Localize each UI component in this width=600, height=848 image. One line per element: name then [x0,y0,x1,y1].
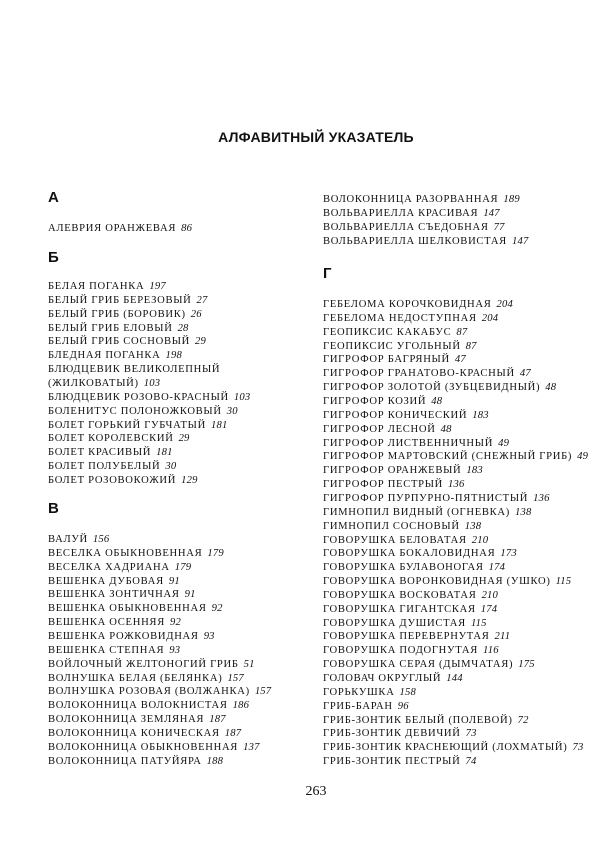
entry-name: ВОЛЬВАРИЕЛЛА СЪЕДОБНАЯ [323,221,489,233]
index-entry [48,308,202,321]
entry-name: БЕЛЫЙ ГРИБ ЕЛОВЫЙ [48,322,173,334]
entry-page: 73 [465,728,477,740]
entry-page: 181 [210,419,228,431]
entry-name: ГРИБ-ЗОНТИК БЕЛЫЙ (ПОЛЕВОЙ) [323,714,513,726]
entry-page: 179 [207,547,224,559]
index-entry [48,446,173,459]
index-entry [48,335,206,348]
index-entry [323,395,442,408]
index-entry [323,547,517,560]
index-entry [48,474,198,487]
entry-page: 30 [226,405,238,417]
entry-page: 157 [227,672,244,684]
index-entry [323,534,488,547]
index-entry [323,575,571,588]
entry-name: ВАЛУЙ [48,534,88,545]
entry-page: 48 [545,382,557,394]
entry-page: 138 [464,520,482,532]
entry-name: ГИГРОФОР ГРАНАТОВО-КРАСНЫЙ [323,368,515,380]
entry-name: ГИГРОФОР КОЗИЙ [323,395,427,407]
entry-page: 115 [470,617,487,629]
entry-name: ВОЙЛОЧНЫЙ ЖЕЛТОНОГИЙ ГРИБ [48,658,239,670]
index-entry [48,630,215,643]
entry-page: 26 [190,308,202,320]
entry-page: 174 [488,562,506,574]
index-entry [48,294,208,307]
entry-page: 29 [195,336,207,348]
entry-name: ГОВОРУШКА ГИГАНТСКАЯ [323,603,476,615]
index-entry [323,450,588,463]
entry-name: ВОЛОКОННИЦА ПАТУЙЯРА [48,755,202,767]
entry-name: ГОВОРУШКА БЕЛОВАТАЯ [323,534,467,546]
page-title: АЛФАВИТНЫЙ УКАЗАТЕЛЬ [218,129,414,145]
entry-name: ВОЛОКОННИЦА ОБЫКНОВЕННАЯ [48,741,239,753]
entry-name: ВОЛОКОННИЦА КОНИЧЕСКАЯ [48,727,220,739]
entry-page: 30 [165,461,177,472]
index-entry [48,419,227,432]
entry-name: ВОЛНУШКА БЕЛАЯ (БЕЛЯНКА) [48,672,223,684]
entry-page: 157 [254,686,272,698]
entry-page: 175 [518,659,535,671]
entry-name: БОЛЕТ КОРОЛЕВСКИЙ [48,433,174,445]
entry-name: ГИГРОФОР БАГРЯНЫЙ [323,354,450,366]
entry-name: ВОЛОКОННИЦА ЗЕМЛЯНАЯ [48,714,205,725]
entry-page: 72 [517,714,529,726]
index-entry [323,409,489,422]
index-entry [48,616,181,629]
index-entry [48,547,224,560]
entry-page: 48 [431,395,443,407]
entry-page: 158 [399,686,417,698]
index-entry [323,312,498,325]
index-entry [323,506,532,519]
entry-page: 87 [456,326,468,338]
index-entry [48,280,166,293]
index-entry [48,533,109,546]
index-entry [323,193,520,206]
entry-page: 179 [174,561,192,573]
entry-name: ГЕОПИКСИС КАКАБУС [323,326,452,338]
entry-page: 28 [177,322,189,334]
index-entry [48,699,249,712]
index-entry [48,363,220,376]
entry-page: 29 [178,433,190,445]
entry-page: 136 [533,492,550,504]
entry-name: ГИМНОПИЛ ВИДНЫЙ (ОГНЕВКА) [323,506,510,518]
entry-page: 49 [498,437,510,449]
index-entry [323,603,497,616]
index-entry [323,492,550,505]
entry-name: ВЕСЕЛКА ХАДРИАНА [48,561,170,573]
section-letter: Б [48,249,59,266]
entry-page: 51 [243,658,255,670]
entry-page: 87 [465,340,477,352]
entry-page: 187 [209,714,226,725]
entry-page: 144 [446,673,463,684]
entry-name: ГЕБЕЛОМА НЕДОСТУПНАЯ [323,312,477,324]
entry-page: 197 [149,281,166,292]
entry-name: ВОЛОКОННИЦА ВОЛОКНИСТАЯ [48,700,228,712]
entry-name: ГИГРОФОР ПУРПУРНО-ПЯТНИСТЫЙ [323,492,529,504]
index-entry [323,741,583,754]
entry-name: ГИГРОФОР МАРТОВСКИЙ (СНЕЖНЫЙ ГРИБ) [323,451,573,463]
entry-name: ГИГРОФОР ЛЕСНОЙ [323,423,436,435]
index-entry [323,340,477,353]
entry-page: 147 [483,207,500,219]
index-entry [323,326,467,339]
entry-page: 210 [471,534,489,546]
entry-name: ВЕШЕНКА РОЖКОВИДНАЯ [48,631,199,642]
index-entry [48,460,176,473]
index-entry [48,391,250,404]
index-entry [48,658,255,671]
entry-name: ГИГРОФОР ЛИСТВЕННИЧНЫЙ [323,437,494,449]
index-entry [48,741,260,754]
entry-page: 91 [168,575,180,587]
entry-name: ВОЛОКОННИЦА РАЗОРВАННАЯ [323,194,499,205]
index-entry [323,221,505,234]
index-entry [48,222,192,235]
index-entry [323,589,498,602]
index-entry [48,322,189,335]
index-entry [48,432,190,445]
entry-name: ГРИБ-ЗОНТИК ДЕВИЧИЙ [323,728,461,740]
entry-name: ГОВОРУШКА ВОРОНКОВИДНАЯ (УШКО) [323,576,551,587]
entry-page: 115 [555,576,572,587]
entry-page: 187 [224,727,242,739]
index-entry [48,575,180,588]
entry-page: 103 [233,391,251,403]
entry-page: 77 [493,221,505,233]
entry-page: 96 [397,700,409,712]
entry-name: ГРИБ-ЗОНТИК ПЕСТРЫЙ [323,756,461,767]
entry-page: 211 [494,631,511,643]
entry-name: БЕЛЫЙ ГРИБ БЕРЕЗОВЫЙ [48,294,192,306]
entry-page: 174 [480,603,498,615]
index-entry [48,588,196,601]
index-entry [323,207,500,220]
entry-name: ВЕШЕНКА ЗОНТИЧНАЯ [48,589,180,601]
entry-name: ВЕШЕНКА ДУБОВАЯ [48,575,164,587]
index-entry [323,437,509,450]
entry-name: ВЕСЕЛКА ОБЫКНОВЕННАЯ [48,547,203,559]
entry-name: ГОВОРУШКА ПОДОГНУТАЯ [323,645,478,657]
entry-page: 173 [500,548,517,560]
index-entry [48,561,191,574]
entry-name: ГОЛОВАЧ ОКРУГЛЫЙ [323,673,442,684]
entry-name: БЕЛЫЙ ГРИБ (БОРОВИК) [48,308,186,320]
entry-name: БЕЛАЯ ПОГАНКА [48,281,145,292]
entry-name: ВОЛЬВАРИЕЛЛА КРАСИВАЯ [323,207,479,219]
index-entry [323,727,477,740]
index-entry [48,672,244,685]
index-entry [48,713,226,726]
entry-name: ВОЛНУШКА РОЗОВАЯ (ВОЛЖАНКА) [48,686,250,698]
entry-page: 47 [454,354,466,366]
page-number: 263 [305,784,327,799]
entry-page: 188 [206,755,224,767]
entry-name: БОЛЕТ ГОРЬКИЙ ГУБЧАТЫЙ [48,419,206,431]
index-entry [323,617,487,630]
entry-name: ГИГРОФОР КОНИЧЕСКИЙ [323,409,468,421]
entry-page: 198 [165,350,183,362]
entry-name: БОЛЕНИТУС ПОЛОНОЖКОВЫЙ [48,405,222,417]
entry-page: 189 [503,194,520,205]
entry-page: 49 [577,451,589,463]
entry-page: 92 [211,603,223,615]
entry-name: ГОВОРУШКА ПЕРЕВЕРНУТАЯ [323,631,490,643]
index-entry [323,672,463,685]
index-entry [323,755,476,768]
index-entry [323,367,531,380]
index-entry [323,478,465,491]
index-entry [323,520,481,533]
entry-page: 204 [496,299,513,310]
entry-name: АЛЕВРИЯ ОРАНЖЕВАЯ [48,223,177,234]
index-entry [48,685,271,698]
entry-name: ВЕШЕНКА СТЕПНАЯ [48,644,165,656]
entry-page: 47 [519,368,531,380]
entry-page: 73 [572,742,584,754]
entry-name: ГОВОРУШКА БУЛАВОНОГАЯ [323,562,484,574]
index-entry [323,700,409,713]
entry-name: ГРИБ-ЗОНТИК КРАСНЕЮЩИЙ (ЛОХМАТЫЙ) [323,742,568,754]
entry-name: БЛЕДНАЯ ПОГАНКА [48,350,161,362]
index-entry [48,644,180,657]
entry-page: 210 [481,589,499,601]
entry-page: 93 [169,644,181,656]
entry-name: ГЕОПИКСИС УГОЛЬНЫЙ [323,340,461,352]
entry-name: ГОВОРУШКА ВОСКОВАТАЯ [323,589,477,601]
index-entry [48,377,160,390]
index-entry [323,353,466,366]
index-entry [48,349,182,362]
entry-name: БЕЛЫЙ ГРИБ СОСНОВЫЙ [48,336,191,348]
index-entry [323,658,535,671]
index-entry [323,630,510,643]
index-entry [323,235,528,248]
entry-page: 74 [465,756,477,767]
entry-page: 204 [481,312,499,324]
entry-name: ВОЛЬВАРИЕЛЛА ШЕЛКОВИСТАЯ [323,235,507,247]
entry-name: ГОРЬКУШКА [323,686,395,698]
entry-page: 183 [466,465,483,477]
index-entry [323,686,416,699]
entry-name: БЛЮДЦЕВИК ВЕЛИКОЛЕПНЫЙ [48,364,221,376]
entry-page: 183 [472,409,489,421]
entry-name: ГИГРОФОР ОРАНЖЕВЫЙ [323,465,462,477]
index-entry [48,727,241,740]
entry-page: 147 [511,235,529,247]
entry-page: 181 [156,447,173,459]
entry-page: 136 [448,479,465,490]
entry-name: БЛЮДЦЕВИК РОЗОВО-КРАСНЫЙ [48,391,229,403]
entry-page: 137 [243,741,260,753]
entry-name: ВЕШЕНКА ОБЫКНОВЕННАЯ [48,603,207,615]
index-entry [323,298,513,311]
entry-name: БОЛЕТ КРАСИВЫЙ [48,447,152,459]
entry-name: ГИМНОПИЛ СОСНОВЫЙ [323,520,460,532]
entry-name: (ЖИЛКОВАТЫЙ) [48,377,139,389]
index-entry [48,405,238,418]
entry-page: 91 [184,589,196,601]
entry-name: ГОВОРУШКА СЕРАЯ (ДЫМЧАТАЯ) [323,659,514,671]
entry-name: БОЛЕТ ПОЛУБЕЛЫЙ [48,461,161,472]
entry-name: БОЛЕТ РОЗОВОКОЖИЙ [48,474,177,486]
index-entry [323,381,556,394]
entry-name: ГЕБЕЛОМА КОРОЧКОВИДНАЯ [323,299,492,310]
entry-page: 186 [232,700,250,712]
entry-page: 129 [181,474,198,486]
section-letter: Г [323,265,332,282]
entry-name: ГРИБ-БАРАН [323,700,393,712]
index-entry [323,644,499,657]
entry-page: 93 [203,631,215,642]
entry-name: ГОВОРУШКА БОКАЛОВИДНАЯ [323,548,496,560]
entry-page: 92 [169,617,181,629]
index-entry [323,464,483,477]
index-entry [323,561,505,574]
entry-page: 27 [196,294,208,306]
section-letter: В [48,500,59,517]
entry-name: ВЕШЕНКА ОСЕННЯЯ [48,617,165,629]
index-entry [48,755,223,768]
section-letter: А [48,189,59,206]
entry-name: ГОВОРУШКА ДУШИСТАЯ [323,617,466,629]
entry-page: 116 [483,645,499,657]
index-entry [48,602,223,615]
entry-page: 103 [143,377,161,389]
entry-name: ГИГРОФОР ПЕСТРЫЙ [323,479,444,490]
index-entry [323,423,452,436]
entry-page: 138 [515,506,532,518]
index-entry [323,714,529,727]
entry-page: 156 [92,534,110,545]
entry-page: 48 [440,423,452,435]
entry-name: ГИГРОФОР ЗОЛОТОЙ (ЗУБЦЕВИДНЫЙ) [323,382,541,394]
entry-page: 86 [181,223,193,234]
